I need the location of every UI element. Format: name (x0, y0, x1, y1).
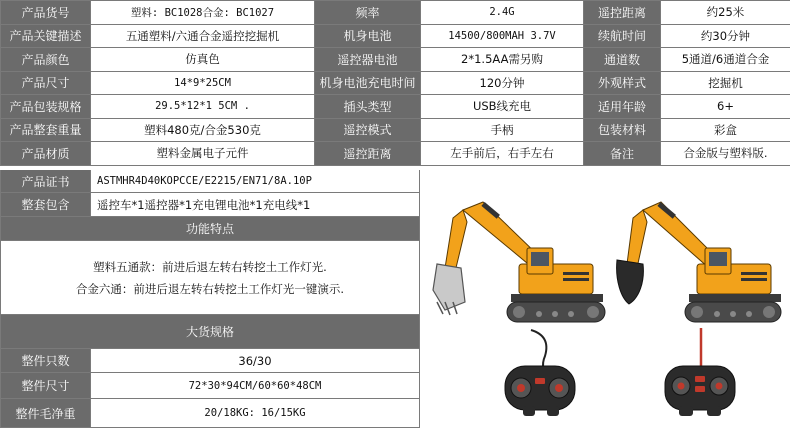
features-line-plastic: 塑料五通款：前进后退左转右转挖土工作灯光. (93, 259, 327, 274)
value-remote-range: 约25米 (661, 1, 790, 25)
value-material: 塑料金属电子元件 (91, 142, 315, 166)
label-color: 产品颜色 (1, 48, 91, 72)
value-color: 仿真色 (91, 48, 315, 72)
spec-row-description (1, 24, 790, 48)
spec-row-material (1, 142, 790, 166)
label-remark: 备注 (584, 142, 661, 166)
label-size: 产品尺寸 (1, 71, 91, 95)
label-runtime: 续航时间 (584, 24, 661, 48)
product-images (421, 170, 790, 432)
value-style: 挖掘机 (661, 71, 790, 95)
features-line-alloy: 合金六通：前进后退左转右转挖土工作灯光一键演示. (75, 281, 345, 296)
bulk-row-weight (0, 399, 420, 428)
label-description: 产品关键描述 (1, 24, 91, 48)
features-text (0, 241, 420, 315)
value-bulk-quantity: 36/30 (91, 349, 419, 372)
value-bulk-size: 72*30*94CM/60*60*48CM (91, 373, 419, 398)
bulk-row-size (0, 373, 420, 399)
label-remote-control: 遥控距离 (315, 142, 421, 166)
label-bulk-weight: 整件毛净重 (1, 399, 91, 427)
label-contents: 整套包含 (1, 193, 91, 216)
value-age: 6+ (661, 95, 790, 119)
label-item-no: 产品货号 (1, 1, 91, 25)
remote-controller-alloy-image (661, 326, 741, 418)
label-weight: 产品整套重量 (1, 118, 91, 142)
spec-row-size (1, 71, 790, 95)
value-remote-control: 左手前后，右手左右 (421, 142, 584, 166)
label-bulk-quantity: 整件只数 (1, 349, 91, 372)
value-packaging: 彩盒 (661, 118, 790, 142)
label-age: 适用年龄 (584, 95, 661, 119)
label-plug-type: 插头类型 (315, 95, 421, 119)
spec-row-package (1, 95, 790, 119)
bulk-row-quantity (0, 349, 420, 373)
value-remote-battery: 2*1.5AA需另购 (421, 48, 584, 72)
features-header: 功能特点 (0, 217, 420, 241)
value-bulk-weight: 20/18KG: 16/15KG (91, 399, 419, 427)
spec-row-weight (1, 118, 790, 142)
remote-controller-plastic-image (501, 326, 581, 418)
label-package-size: 产品包装规格 (1, 95, 91, 119)
value-plug-type: USB线充电 (421, 95, 584, 119)
cert-row (0, 170, 420, 193)
label-remote-battery: 遥控器电池 (315, 48, 421, 72)
value-weight: 塑料480克/合金530克 (91, 118, 315, 142)
spec-table (0, 0, 790, 166)
value-remark: 合金版与塑料版. (661, 142, 790, 166)
label-remote-range: 遥控距离 (584, 1, 661, 25)
label-charge-time: 机身电池充电时间 (315, 71, 421, 95)
label-packaging: 包装材料 (584, 118, 661, 142)
bulk-header: 大货规格 (0, 315, 420, 349)
value-body-battery: 14500/800MAH 3.7V (421, 24, 584, 48)
label-style: 外观样式 (584, 71, 661, 95)
label-bulk-size: 整件尺寸 (1, 373, 91, 398)
contents-row (0, 193, 420, 217)
value-package-size: 29.5*12*1 5CM . (91, 95, 315, 119)
label-channels: 通道数 (584, 48, 661, 72)
value-remote-mode: 手柄 (421, 118, 584, 142)
value-size: 14*9*25CM (91, 71, 315, 95)
lower-left-section (0, 170, 420, 432)
value-contents: 遥控车*1遥控器*1充电锂电池*1充电线*1 (91, 193, 419, 216)
value-runtime: 约30分钟 (661, 24, 790, 48)
value-description: 五通塑料/六通合金遥控挖掘机 (91, 24, 315, 48)
value-charge-time: 120分钟 (421, 71, 584, 95)
value-channels: 5通道/6通道合金 (661, 48, 790, 72)
value-cert: ASTMHR4D40KOPCCE/E2215/EN71/8A.10P (91, 170, 419, 192)
spec-row-color (1, 48, 790, 72)
label-cert: 产品证书 (1, 170, 91, 192)
spec-row-item-no (1, 1, 790, 25)
value-frequency: 2.4G (421, 1, 584, 25)
label-body-battery: 机身电池 (315, 24, 421, 48)
label-frequency: 频率 (315, 1, 421, 25)
label-material: 产品材质 (1, 142, 91, 166)
value-item-no: 塑料: BC1028合金: BC1027 (91, 1, 315, 25)
label-remote-mode: 遥控模式 (315, 118, 421, 142)
